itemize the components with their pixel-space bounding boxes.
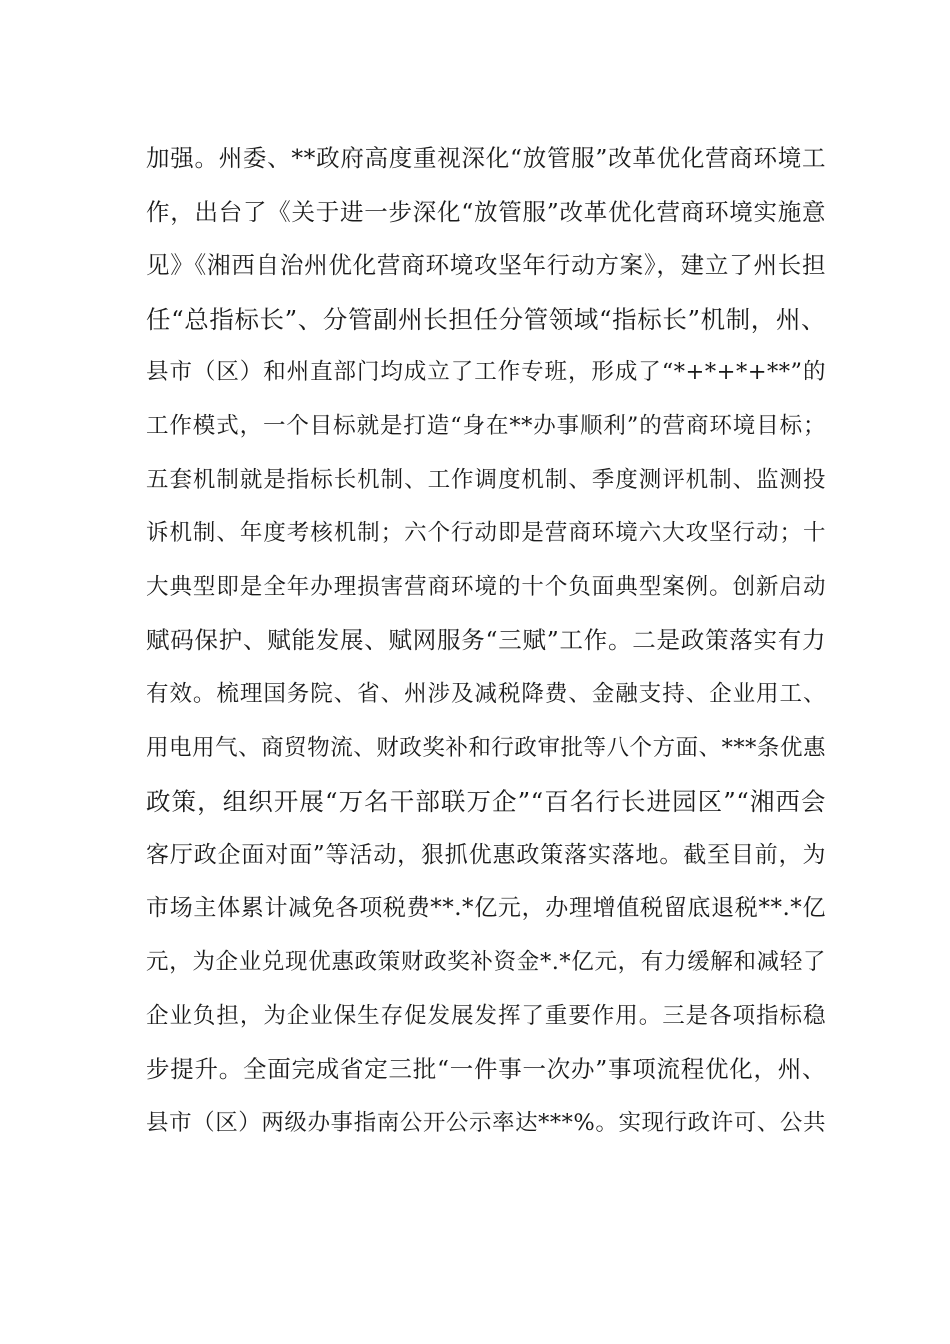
- text-line: 有效。梳理国务院、省、州涉及减税降费、金融支持、企业用工、: [146, 680, 826, 707]
- text-line: 元，为企业兑现优惠政策财政奖补资金*.*亿元，有力缓解和减轻了: [146, 948, 826, 975]
- text-line: 作，出台了《关于进一步深化“放管服”改革优化营商环境实施意: [146, 197, 826, 226]
- text-line: 县市（区）两级办事指南公开公示率达***%。实现行政许可、公共: [146, 1109, 826, 1136]
- text-line: 企业负担，为企业保生存促发展发挥了重要作用。三是各项指标稳: [146, 1002, 826, 1029]
- text-line: 政策，组织开展“万名干部联万企”“百名行长进园区”“湘西会: [146, 787, 826, 817]
- text-line: 任“总指标长”、分管副州长担任分管领域“指标长”机制，州、: [146, 304, 826, 334]
- text-line: 赋码保护、赋能发展、赋网服务“三赋”工作。二是政策落实有力: [146, 626, 826, 655]
- text-line: 步提升。全面完成省定三批“一件事一次办”事项流程优化，州、: [146, 1055, 826, 1084]
- text-line: 用电用气、商贸物流、财政奖补和行政审批等八个方面、***条优惠: [146, 734, 826, 761]
- text-line: 诉机制、年度考核机制；六个行动即是营商环境六大攻坚行动；十: [146, 520, 826, 547]
- text-line: 见》《湘西自治州优化营商环境攻坚年行动方案》，建立了州长担: [146, 251, 826, 280]
- text-line: 大典型即是全年办理损害营商环境的十个负面典型案例。创新启动: [146, 573, 826, 600]
- text-line: 客厅政企面对面”等活动，狠抓优惠政策落实落地。截至目前，为: [146, 841, 826, 868]
- text-line: 加强。州委、**政府高度重视深化“放管服”改革优化营商环境工: [146, 144, 826, 172]
- text-line: 县市（区）和州直部门均成立了工作专班，形成了“*+*+*+**”的: [146, 359, 826, 386]
- body-paragraph: [146, 132, 826, 1150]
- text-line: 五套机制就是指标长机制、工作调度机制、季度测评机制、监测投: [146, 466, 826, 493]
- text-line: 工作模式，一个目标就是打造“身在**办事顺利”的营商环境目标；: [146, 412, 826, 439]
- text-line: 市场主体累计减免各项税费**.*亿元，办理增值税留底退税**.*亿: [146, 895, 826, 922]
